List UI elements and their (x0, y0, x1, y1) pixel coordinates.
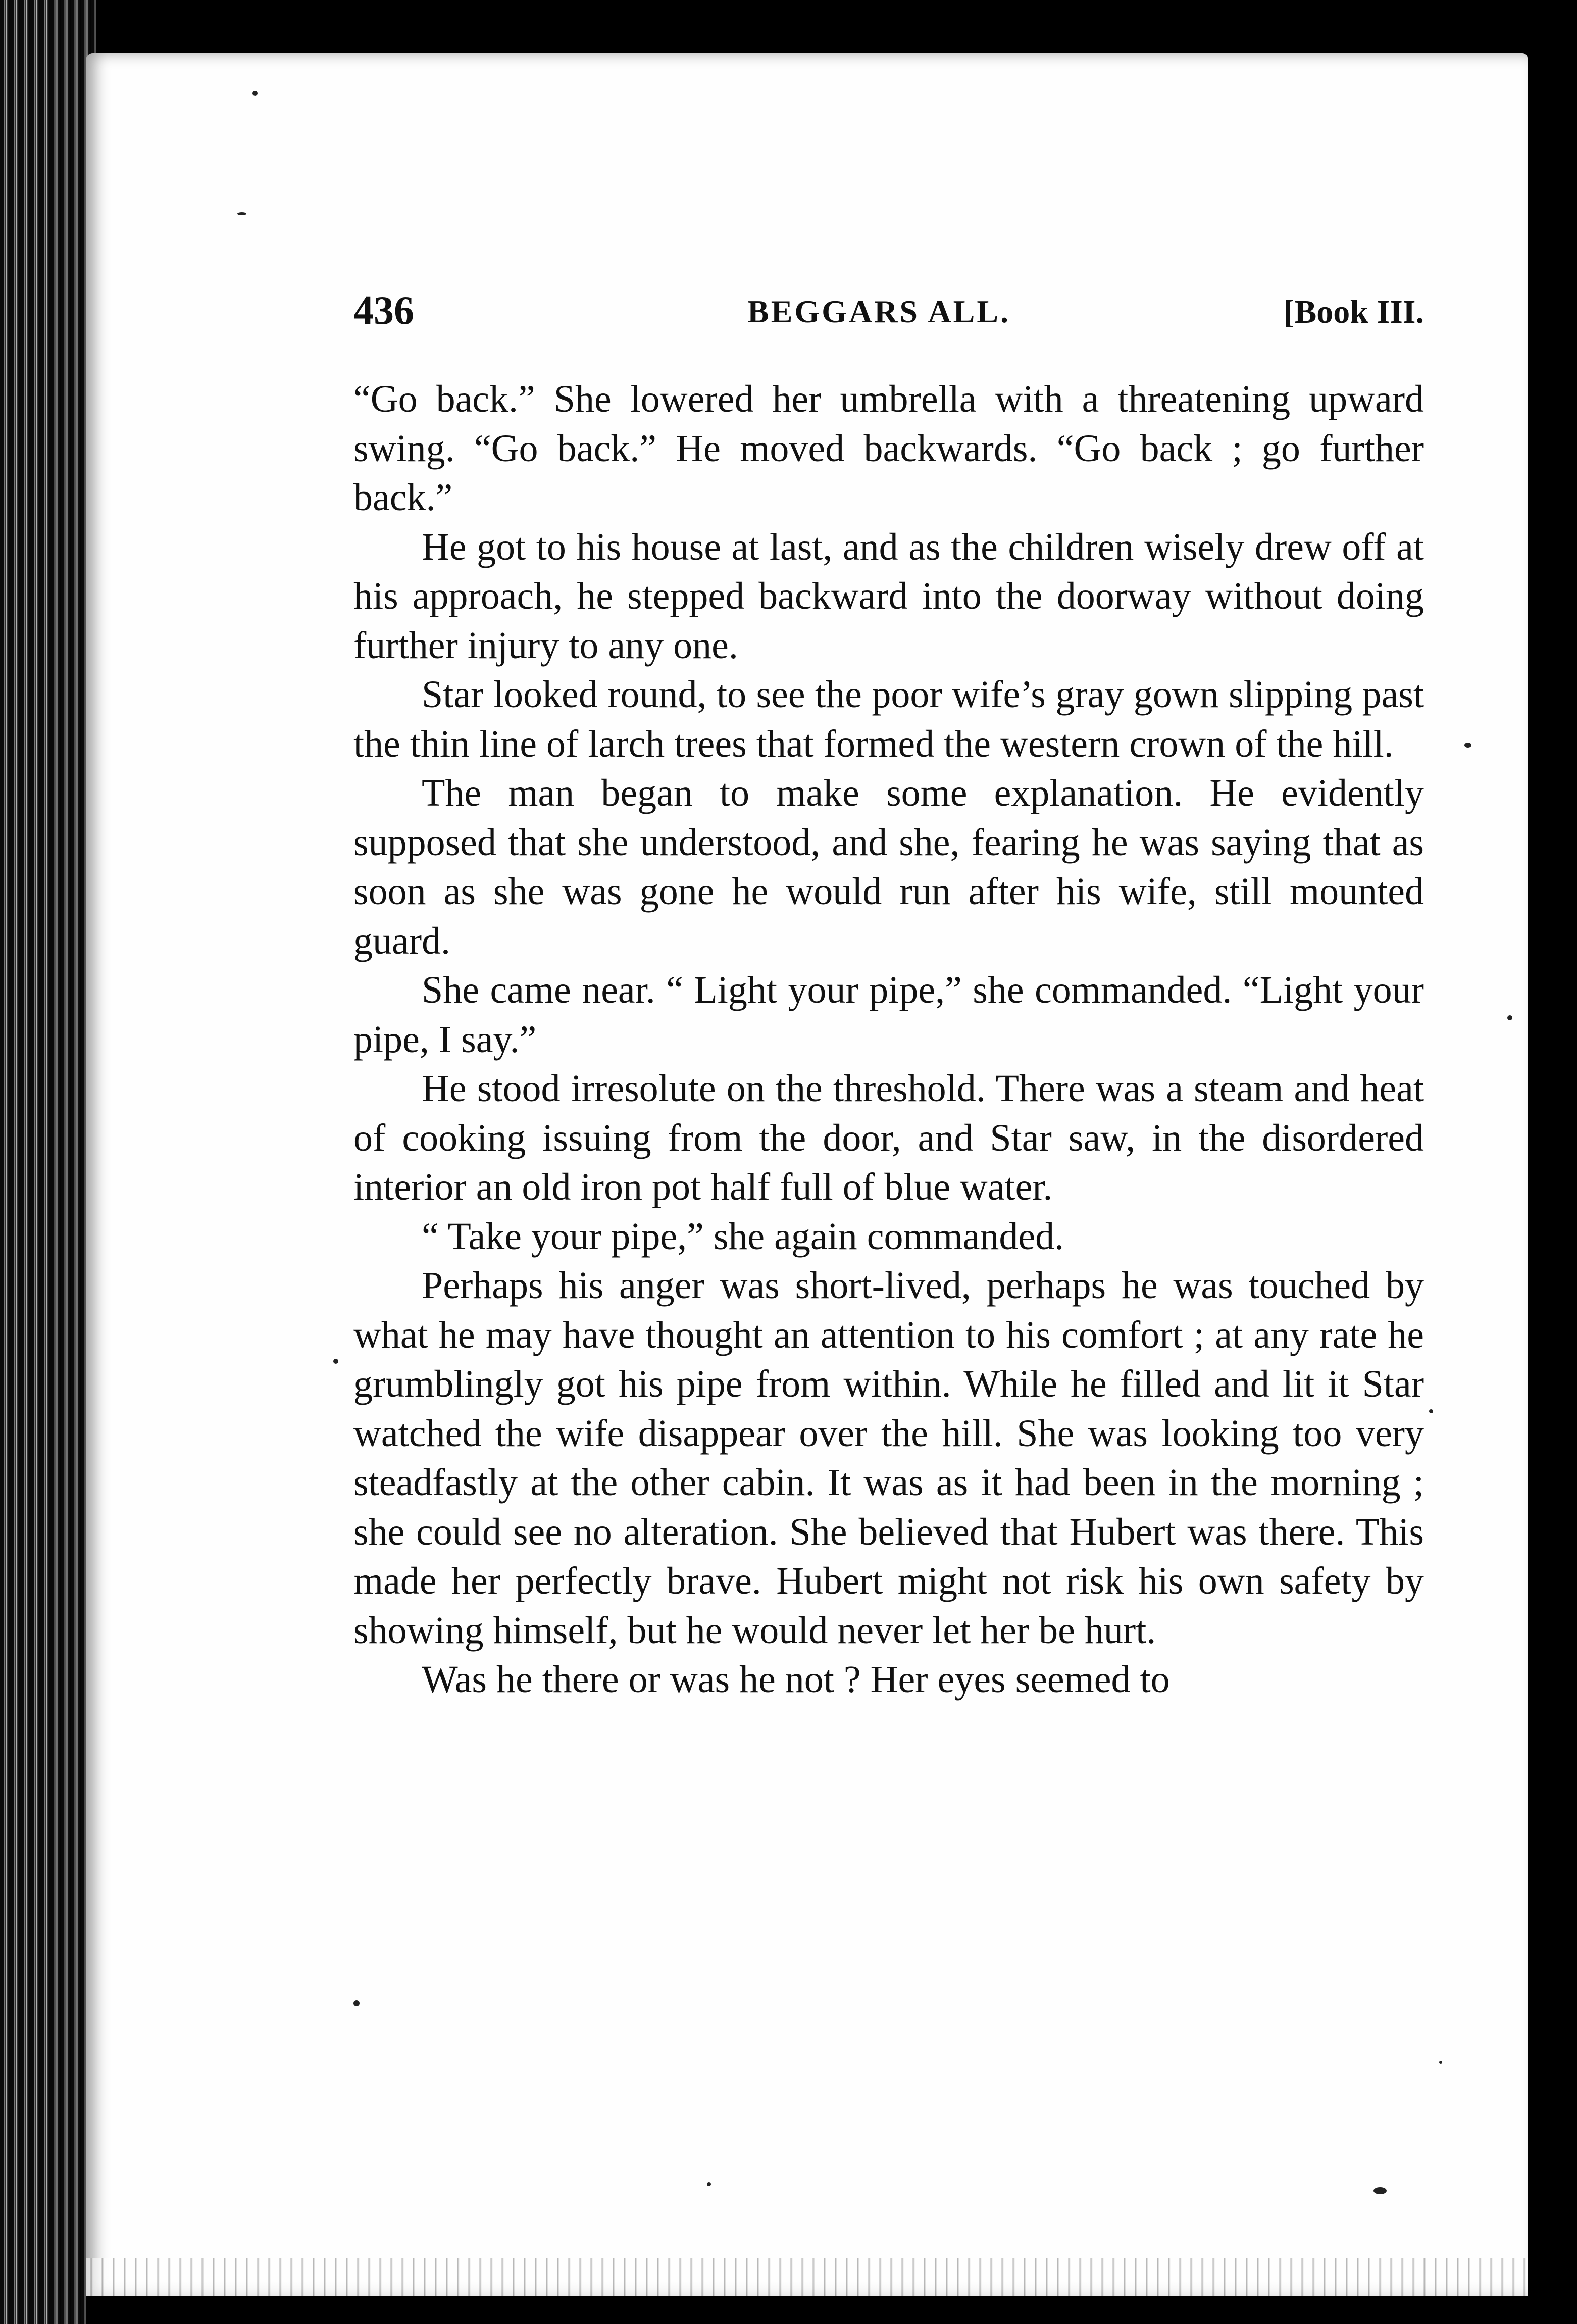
running-header (353, 288, 1424, 343)
scan-speck (707, 2182, 711, 2186)
scan-background-right (1528, 53, 1577, 2324)
body-text (353, 375, 1424, 1705)
scan-background-bottom (86, 2296, 1577, 2324)
paragraph: He stood irresolute on the threshold. There was a steam and heat of cooking issuing from the door, and Star saw, in the disordered interior an old iron pot half full of blue water. (353, 1067, 1424, 1208)
scan-speck (237, 212, 246, 215)
scan-speck (252, 91, 258, 96)
paragraph: Star looked round, to see the poor wife’s gray gown slipping past the thin line of larch trees that formed the western crown of the hill. (353, 673, 1424, 765)
scan-speck (1439, 2061, 1442, 2064)
paragraph: She came near. “ Light your pipe,” she commanded. “Light your pipe, I say.” (353, 969, 1424, 1061)
scan-speck (353, 2000, 360, 2006)
scan-speck (333, 1359, 338, 1364)
book-reference: [Book III. (1283, 293, 1424, 330)
scan-speck (1429, 1409, 1433, 1413)
running-title: BEGGARS ALL. (747, 293, 1011, 329)
scan-background-top (0, 0, 1577, 61)
scan-speck (1507, 1015, 1512, 1020)
scan-speck (1373, 2187, 1387, 2194)
page-bottom-edge (86, 2258, 1528, 2296)
page-number: 436 (353, 288, 414, 333)
paragraph: Perhaps his anger was short-lived, perhaps he was touched by what he may have thought an attention to his comfort ; at any rate he grumblingly got his pipe from within. While he filled and lit it Star watched the wife disappear over the hill. She was looking too very steadfastly at the other cabin. It was as it had been in the morning ; she could see no alteration. She believed that Hubert was there. This made her perfectly brave. Hubert might not risk his own safety by showing himself, but he would never let her be hurt. (353, 1264, 1424, 1652)
paragraph: He got to his house at last, and as the children wisely drew off at his approach, he stepped backward into the doorway without doing further injury to any one. (353, 525, 1424, 667)
book-page-edges (0, 0, 96, 2324)
paragraph: “Go back.” She lowered her umbrella with a threatening upward swing. “Go back.” He moved backwards. “Go back ; go further back.” (353, 378, 1424, 519)
paragraph: The man began to make some explanation. He evidently supposed that she understood, and she, fearing he was saying that as soon as she was gone he would run after his wife, still mounted guard. (353, 772, 1424, 962)
paragraph: Was he there or was he not ? Her eyes seemed to (422, 1658, 1170, 1701)
scan-speck (1464, 743, 1471, 748)
paragraph: “ Take your pipe,” she again commanded. (422, 1215, 1064, 1258)
